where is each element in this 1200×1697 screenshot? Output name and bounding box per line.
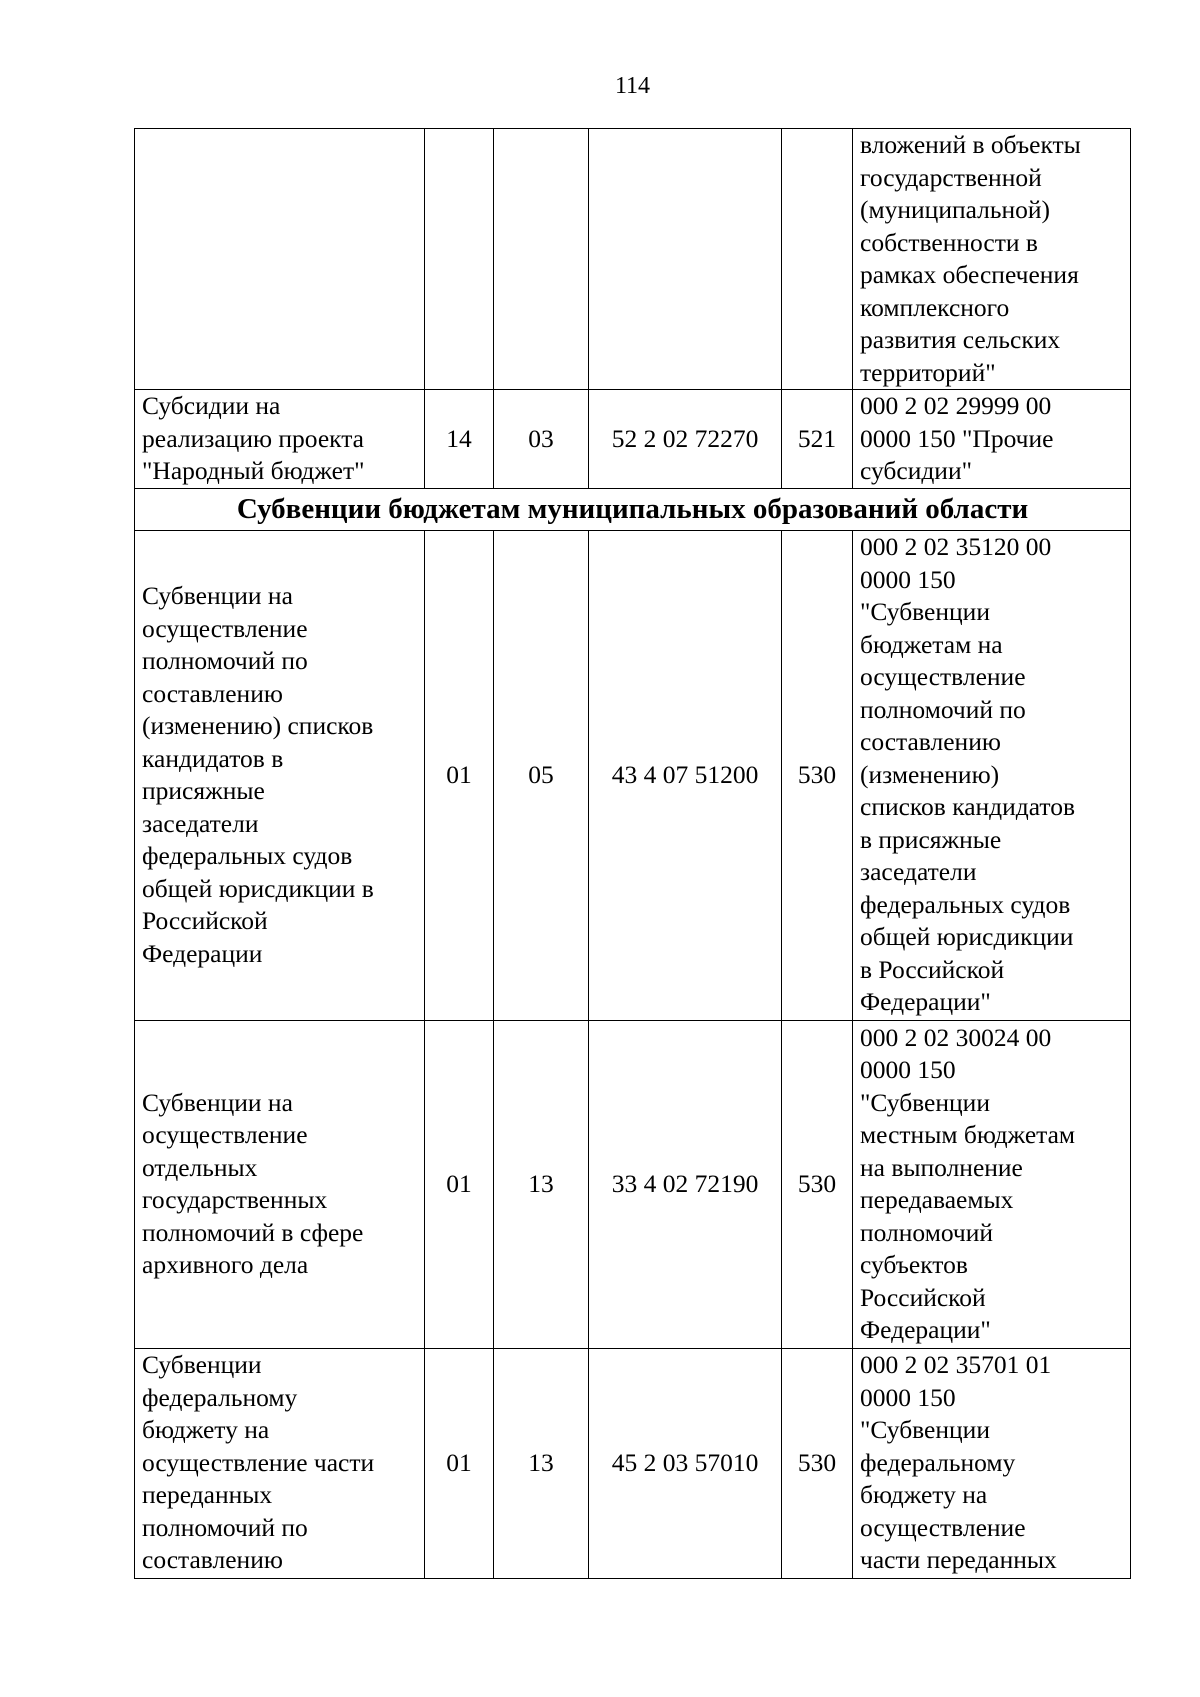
expense-type-cell [782, 129, 853, 390]
table-row [135, 1020, 1131, 1348]
target-article-cell: 33 4 02 72190 [589, 1020, 782, 1348]
subsection-code-cell [494, 129, 589, 390]
section-code-cell: 01 [425, 1020, 494, 1348]
expense-name: Субвенции федеральному бюджету на осуществление части переданных полномочий по составлению [142, 1350, 375, 1575]
target-article-cell: 43 4 07 51200 [589, 530, 782, 1020]
income-code-cell [853, 1348, 1131, 1578]
income-code-text: 000 2 02 35701 01 0000 150 "Субвенции федеральному бюджету на осуществление части переданных [860, 1350, 1057, 1575]
income-code-text: вложений в объекты государственной (муниципальной) собственности в рамках обеспечения комплексного развития сельских территорий" [860, 130, 1081, 387]
table-row [135, 390, 1131, 489]
expense-name-cell [135, 1020, 425, 1348]
section-heading: Субвенции бюджетам муниципальных образований области [135, 488, 1131, 530]
subsection-code-cell: 13 [494, 1348, 589, 1578]
income-code-cell [853, 129, 1131, 390]
target-article-cell: 52 2 02 72270 [589, 390, 782, 489]
income-code-cell [853, 530, 1131, 1020]
expense-name-cell [135, 1348, 425, 1578]
subsection-code-cell: 03 [494, 390, 589, 489]
income-code-text: 000 2 02 30024 00 0000 150 "Субвенции местным бюджетам на выполнение передаваемых полномочий субъектов Российской Федерации" [860, 1022, 1076, 1344]
expense-name: Субсидии на реализацию проекта "Народный бюджет" [142, 391, 365, 485]
table-row [135, 530, 1131, 1020]
expense-type-cell: 530 [782, 1348, 853, 1578]
expense-type-cell: 530 [782, 1020, 853, 1348]
expense-name: Субвенции на осуществление отдельных государственных полномочий в сфере архивного дела [142, 1087, 364, 1279]
target-article-cell [589, 129, 782, 390]
section-heading-row [135, 488, 1131, 530]
section-code-cell: 01 [425, 530, 494, 1020]
table-row [135, 1348, 1131, 1578]
expense-name-cell [135, 129, 425, 390]
expense-type-cell: 521 [782, 390, 853, 489]
subsection-code-cell: 13 [494, 1020, 589, 1348]
page-number: 114 [614, 73, 651, 99]
section-code-cell: 01 [425, 1348, 494, 1578]
expense-name-cell [135, 390, 425, 489]
table-row [135, 129, 1131, 390]
expense-name-cell [135, 530, 425, 1020]
section-code-cell: 14 [425, 390, 494, 489]
income-code-cell [853, 390, 1131, 489]
income-code-text: 000 2 02 35120 00 0000 150 "Субвенции бюджетам на осуществление полномочий по составлению (изменению) списков кандидатов в присяжные заседатели федеральных судов общей юрисдикции в Российской Федерации" [860, 532, 1076, 1017]
subsection-code-cell: 05 [494, 530, 589, 1020]
target-article-cell: 45 2 03 57010 [589, 1348, 782, 1578]
expense-name: Субвенции на осуществление полномочий по составлению (изменению) списков кандидатов в присяжные заседатели федеральных судов общей юрисдикции в Российской Федерации [142, 581, 374, 968]
budget-table [134, 128, 1131, 1579]
income-code-cell [853, 1020, 1131, 1348]
income-code-text: 000 2 02 29999 00 0000 150 "Прочие субсидии" [860, 391, 1054, 485]
section-code-cell [425, 129, 494, 390]
expense-type-cell: 530 [782, 530, 853, 1020]
